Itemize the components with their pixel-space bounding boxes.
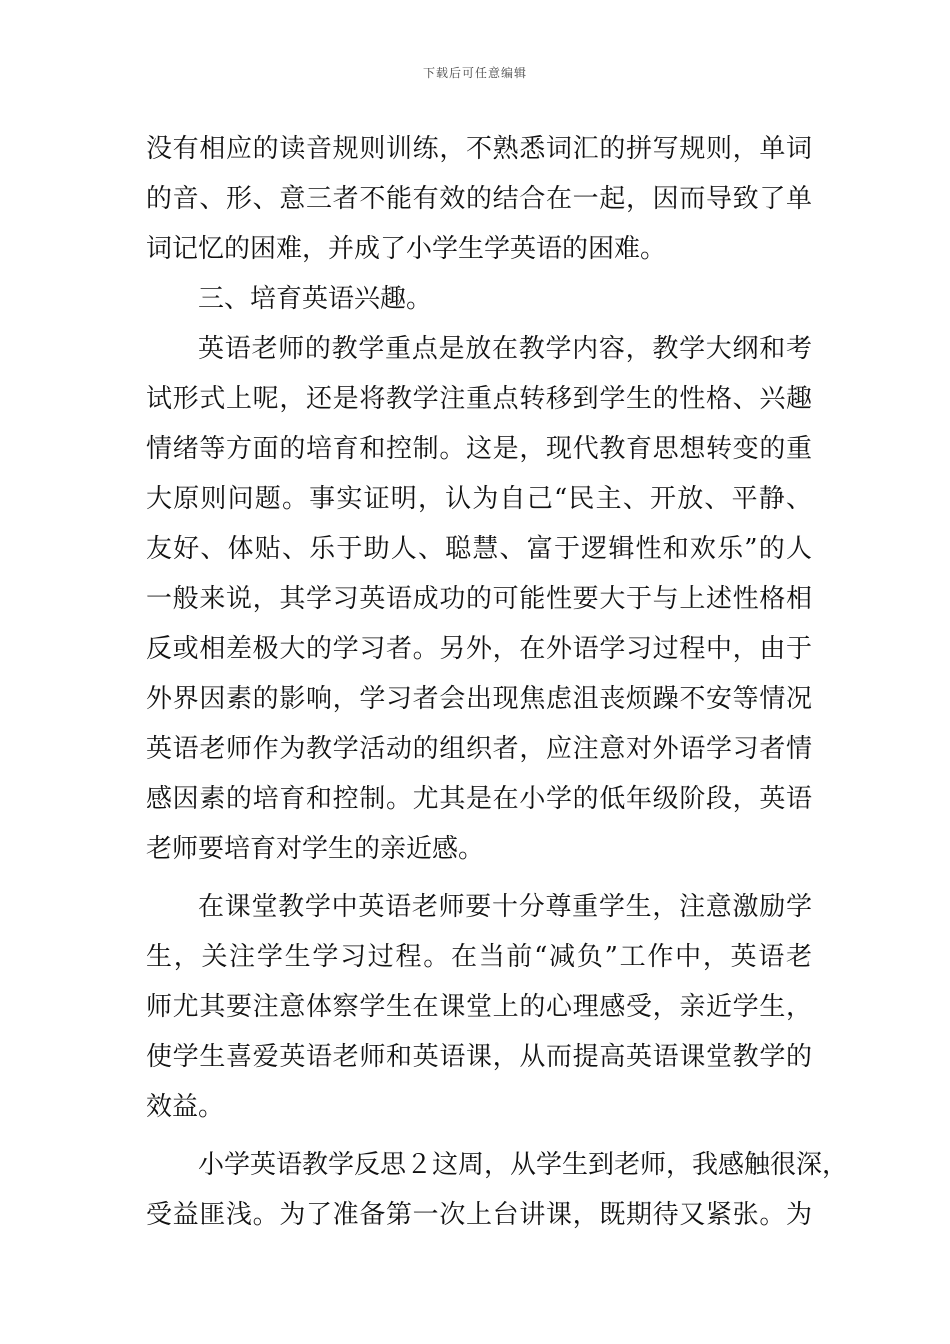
text-line: 试形式上呢，还是将教学注重点转移到学生的性格、兴趣 <box>146 384 812 414</box>
text-line: 使学生喜爱英语老师和英语课，从而提高英语课堂教学的 <box>146 1042 812 1072</box>
document-body <box>146 124 849 1240</box>
text-line: 老师要培育对学生的亲近感。 <box>146 834 485 864</box>
text-line: 感因素的培育和控制。尤其是在小学的低年级阶段，英语 <box>146 784 812 814</box>
text-line: 友好、体贴、乐于助人、聪慧、富于逻辑性和欢乐”的人 <box>146 534 812 564</box>
paragraph-gap <box>146 874 812 882</box>
text-line: 情绪等方面的培育和控制。这是，现代教育思想转变的重 <box>146 434 812 464</box>
text-line: 反或相差极大的学习者。另外，在外语学习过程中，由于 <box>146 634 812 664</box>
text-line: 受益匪浅。为了准备第一次上台讲课，既期待又紧张。为 <box>146 1200 812 1230</box>
page-header: 下载后可任意编辑 <box>422 66 527 80</box>
text-line: 英语老师作为教学活动的组织者，应注意对外语学习者情 <box>146 734 812 764</box>
text-line: 师尤其要注意体察学生在课堂上的心理感受，亲近学生， <box>146 992 812 1022</box>
text-line: 生，关注学生学习过程。在当前“减负”工作中，英语老 <box>146 942 812 972</box>
text-line: 词记忆的困难，并成了小学生学英语的困难。 <box>146 234 667 264</box>
paragraph-gap <box>146 1132 812 1140</box>
section-heading: 三、培育英语兴趣。 <box>198 284 433 314</box>
text-line: 小学英语教学反思２这周，从学生到老师，我感触很深， <box>198 1150 849 1180</box>
text-line: 没有相应的读音规则训练，不熟悉词汇的拼写规则，单词 <box>146 134 812 164</box>
text-line: 在课堂教学中英语老师要十分尊重学生，注意激励学 <box>198 892 812 922</box>
text-line: 外界因素的影响，学习者会出现焦虑沮丧烦躁不安等情况 <box>146 684 812 714</box>
text-line: 大原则问题。事实证明，认为自己“民主、开放、平静、 <box>146 484 812 514</box>
text-line: 英语老师的教学重点是放在教学内容，教学大纲和考 <box>198 334 812 364</box>
text-line: 一般来说，其学习英语成功的可能性要大于与上述性格相 <box>146 584 812 614</box>
text-line: 的音、形、意三者不能有效的结合在一起，因而导致了单 <box>146 184 812 214</box>
text-line: 效益。 <box>146 1092 225 1122</box>
